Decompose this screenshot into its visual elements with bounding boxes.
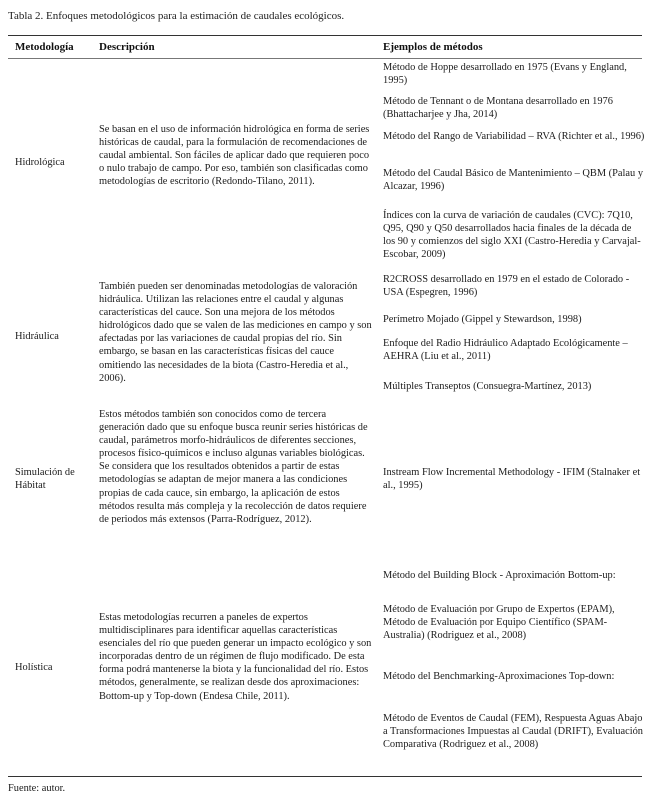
row-label-holistica: Holística [15,662,53,673]
example-item: Método del Benchmarking-Aproximaciones Top-down: [383,671,615,682]
example-item: Perímetro Mojado (Gippel y Stewardson, 1998) [383,314,582,325]
header-descripcion: Descripción [99,41,155,53]
header-rule [8,58,642,59]
example-item: Método del Caudal Básico de Mantenimiento – QBM (Palau y Alcazar, 1996) [383,168,644,193]
example-item: Índices con la curva de variación de caudales (CVC): 7Q10, Q95, Q90 y Q50 desarrollados hacia finales de la década de los 90 y comienzos del siglo XXI (Castro-Heredia y Carvajal-Escobar, 2009) [383,210,641,261]
table-bottom-rule [8,776,642,777]
table-top-rule [8,35,642,36]
row-description-holistica: Estas metodologías recurren a paneles de expertos multidisciplinares para identificar aquellas características esenciales del río que pueden generar un impacto ecológico y son incorporadas dentro de un régimen de flujo modificado. De esta forma podrá mantenerse la biota y la funcionalidad del río. Estos métodos, generalmente, se realizan desde dos aproximaciones: Bottom-up y Top-down (Endesa Chile, 2011). [99,612,372,702]
example-item: Método del Building Block - Aproximación Bottom-up: [383,570,616,581]
example-item: Método de Tennant o de Montana desarrollado en 1976 (Bhattacharjee y Jha, 2014) [383,96,613,121]
header-metodologia: Metodología [15,41,74,53]
example-item: Método de Eventos de Caudal (FEM), Respuesta Aguas Abajo a Transformaciones Impuestas al Caudal (DRIFT), Evaluación Comparativa (Rodriguez et al., 2008) [383,713,643,751]
table-caption: Tabla 2. Enfoques metodológicos para la estimación de caudales ecológicos. [8,10,345,22]
example-item: Método de Evaluación por Grupo de Expertos (EPAM), Método de Evaluación por Equipo Científico (SPAM-Australia) (Rodriguez et al., 2008) [383,604,615,642]
header-ejemplos: Ejemplos de métodos [383,41,483,53]
example-item: R2CROSS desarrollado en 1979 en el estado de Colorado - USA (Espegren, 1996) [383,274,630,299]
example-item: Método de Hoppe desarrollado en 1975 (Evans y England, 1995) [383,62,627,87]
row-description-hidraulica: También pueden ser denominadas metodologías de valoración hidráulica. Utilizan las relaciones entre el caudal y algunas características del cauce. Son una mejora de los métodos hidrológicos dado que se valen de las mediciones en campo y son afectadas por las variaciones de caudal propias del río. Sin embargo, se basan en las características físicas del cauce omitiendo las necesidades de la biota (Castro-Heredia et al., 2006). [99,281,372,384]
example-item: Instream Flow Incremental Methodology - IFIM (Stalnaker et al., 1995) [383,467,641,492]
row-description-hidrologica: Se basan en el uso de información hidrológica en forma de series históricas de caudal, para la formulación de recomendaciones de caudal ambiental. Son fáciles de aplicar dado que requieren poco o nulo trabajo de campo. Por eso, también son clasificadas como metodologías de escritorio (Redondo-Tilano, 2011). [99,124,370,188]
example-item: Múltiples Transeptos (Consuegra-Martínez, 2013) [383,381,592,392]
table-source-note: Fuente: autor. [8,783,66,794]
example-item: Enfoque del Radio Hidráulico Adaptado Ecológicamente – AEHRA (Liu et al., 2011) [383,338,628,363]
row-label-hidraulica: Hidráulica [15,331,59,342]
row-description-simulacion-habitat: Estos métodos también son conocidos como de tercera generación dado que su enfoque busca reunir series históricas de caudal, parámetros morfo-hidráulicos de diferentes secciones, procesos físico-químicos e incluso algunas variables biológicas. Se considera que los resultados obtenidos a partir de estas metodologías se adaptan de mejor manera a las condiciones propias de cada cauce, sin embargo, la aplicación de estos métodos resulta más compleja y la recolección de datos requiere de periodos más extensos (Parra-Rodríguez, 2012). [99,409,368,525]
example-item: Método del Rango de Variabilidad – RVA (Richter et al., 1996) [383,131,645,142]
row-label-hidrologica: Hidrológica [15,157,65,168]
row-label-simulacion-habitat: Simulación de Hábitat [15,467,75,492]
